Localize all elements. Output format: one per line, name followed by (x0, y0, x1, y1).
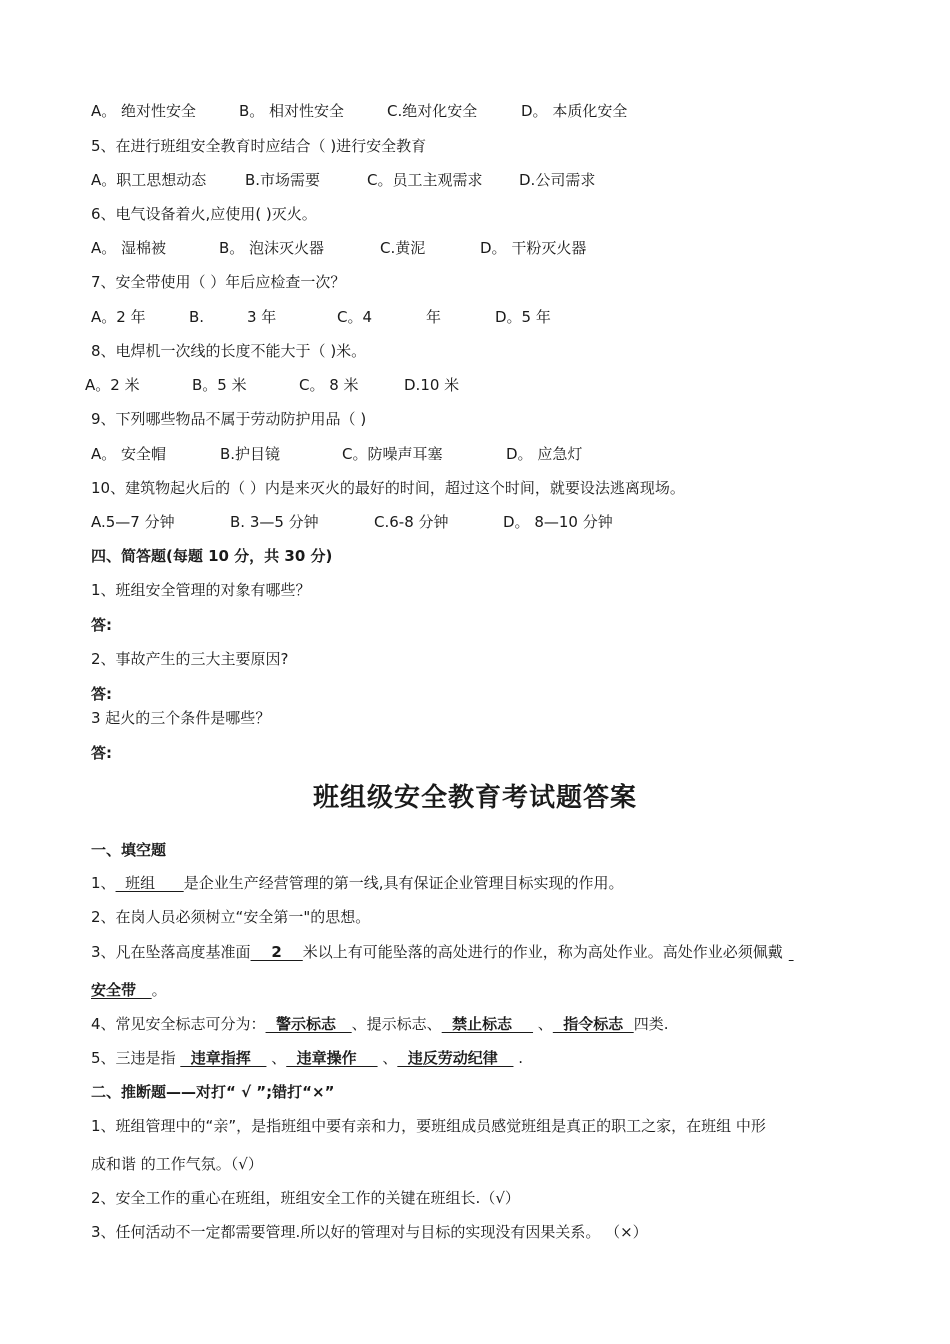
q7-option-b: B. (189, 308, 205, 326)
q7-option-a: A。2 年 (91, 308, 146, 326)
section4-answer-2: 答: (91, 685, 112, 703)
fill-3b-suffix: 。 (151, 981, 167, 999)
q10-options (91, 512, 613, 532)
fill-line-1 (91, 873, 623, 893)
fill-line-3-cont (91, 980, 167, 1000)
fill-3-answer: 2 (250, 943, 303, 961)
judge-line-1: 1、班组管理中的“亲”，是指班组中要有亲和力，要班组成员感觉班组是真正的职工之家，在班组 中形 (91, 1117, 766, 1135)
q8-option-b: B。5 米 (192, 376, 247, 394)
fill-4-answer-2: 禁止标志 (441, 1015, 534, 1033)
fill-1-prefix: 1、 (91, 874, 116, 892)
section4-heading: 四、简答题(每题 10 分，共 30 分) (91, 547, 333, 565)
fill-4-answer-3: 指令标志 (552, 1015, 634, 1033)
judge-section-heading: 二、推断题——对打“ √ ”;错打“×” (91, 1083, 335, 1101)
q7-option-b-value: 3 年 (247, 308, 277, 326)
q4-option-d: D。 本质化安全 (521, 102, 628, 120)
fill-line-2: 2、在岗人员必须树立“安全第一"的思想。 (91, 908, 371, 926)
q9-option-b: B.护目镜 (220, 445, 281, 463)
q5-options (91, 170, 595, 190)
q9-option-c: C。防噪声耳塞 (342, 445, 443, 463)
fill-5-prefix: 5、三违是指 (91, 1049, 181, 1067)
section4-question-3: 3 起火的三个条件是哪些？ (91, 709, 271, 727)
q7-options (91, 307, 551, 327)
section4-answer-1: 答: (91, 616, 112, 634)
fill-4-answer-1: 警示标志 (265, 1015, 352, 1033)
judge-line-2: 2、安全工作的重心在班组，班组安全工作的关键在班组长.（√） (91, 1189, 520, 1207)
q8-stem: 8、电焊机一次线的长度不能大于（ )米。 (91, 342, 367, 360)
q10-stem: 10、建筑物起火后的（ ）内是来灭火的最好的时间，超过这个时间，就要设法逃离现场。 (91, 479, 685, 497)
q4-option-b: B。 相对性安全 (239, 102, 345, 120)
q7-option-c-unit: 年 (426, 308, 442, 326)
q6-option-a: A。 湿棉被 (91, 239, 167, 257)
q5-option-b: B.市场需要 (245, 171, 321, 189)
q9-option-d: D。 应急灯 (506, 445, 583, 463)
q4-option-a: A。 绝对性安全 (91, 102, 197, 120)
q9-stem: 9、下列哪些物品不属于劳动防护用品（ ) (91, 410, 367, 428)
fill-3-suffix: 米以上有可能坠落的高处进行的作业，称为高处作业。高处作业必须佩戴 (302, 943, 783, 961)
q8-option-c: C。 8 米 (299, 376, 359, 394)
q6-options (91, 238, 586, 258)
fill-1-suffix: 是企业生产经营管理的第一线,具有保证企业管理目标实现的作用。 (183, 874, 624, 892)
q5-stem: 5、在进行班组安全教育时应结合（ )进行安全教育 (91, 137, 427, 155)
q4-option-c: C.绝对化安全 (387, 102, 478, 120)
fill-section-heading: 一、填空题 (91, 841, 167, 859)
judge-line-1-cont: 成和谐 的工作气氛。（√） (91, 1155, 263, 1173)
fill-1-answer: 班组 (115, 874, 184, 892)
section4-answer-3: 答: (91, 744, 112, 762)
q9-options (91, 444, 582, 464)
fill-3-trailing-blank (789, 943, 794, 961)
section4-question-2: 2、事故产生的三大主要原因? (91, 650, 289, 668)
q10-option-d: D。 8—10 分钟 (503, 513, 613, 531)
fill-3b-answer: 安全带 (91, 981, 152, 999)
q10-option-c: C.6-8 分钟 (374, 513, 449, 531)
q6-option-c: C.黄泥 (380, 239, 426, 257)
q6-option-d: D。 干粉灭火器 (480, 239, 587, 257)
q5-option-a: A。职工思想动态 (91, 171, 207, 189)
q7-option-d: D。5 年 (495, 308, 551, 326)
q6-option-b: B。 泡沫灭火器 (219, 239, 325, 257)
fill-5-answer-1: 违章指挥 (180, 1049, 267, 1067)
fill-5-answer-2: 违章操作 (286, 1049, 378, 1067)
q9-option-a: A。 安全帽 (91, 445, 167, 463)
answer-key-title: 班组级安全教育考试题答案 (312, 783, 637, 813)
q7-option-c: C。4 (337, 308, 373, 326)
q8-option-d: D.10 米 (404, 376, 460, 394)
q5-option-d: D.公司需求 (519, 171, 596, 189)
fill-4-mid-2: 、 (533, 1015, 553, 1033)
fill-4-mid-1: 、提示标志、 (351, 1015, 442, 1033)
q6-stem: 6、电气设备着火,应使用( )灭火。 (91, 205, 317, 223)
q10-option-a: A.5—7 分钟 (91, 513, 175, 531)
fill-5-suffix: . (513, 1049, 524, 1067)
fill-5-answer-3: 违反劳动纪律 (397, 1049, 514, 1067)
q5-option-c: C。员工主观需求 (367, 171, 483, 189)
fill-5-mid-1: 、 (266, 1049, 287, 1067)
fill-line-5 (91, 1048, 523, 1068)
fill-5-mid-2: 、 (377, 1049, 398, 1067)
q10-option-b: B. 3—5 分钟 (230, 513, 319, 531)
section4-question-1: 1、班组安全管理的对象有哪些？ (91, 581, 311, 599)
q8-options (85, 375, 459, 395)
fill-4-suffix: 四类. (633, 1015, 669, 1033)
q7-stem: 7、安全带使用（ ）年后应检查一次？ (91, 273, 346, 291)
fill-3-prefix: 3、凡在坠落高度基准面 (91, 943, 251, 961)
judge-line-3: 3、任何活动不一定都需要管理.所以好的管理对与目标的实现没有因果关系。 （×） (91, 1223, 648, 1241)
fill-4-prefix: 4、常见安全标志可分为： (91, 1015, 266, 1033)
q4-options (91, 101, 627, 121)
q8-option-a: A。2 米 (85, 376, 140, 394)
fill-line-3 (91, 942, 794, 962)
fill-line-4 (91, 1014, 668, 1034)
